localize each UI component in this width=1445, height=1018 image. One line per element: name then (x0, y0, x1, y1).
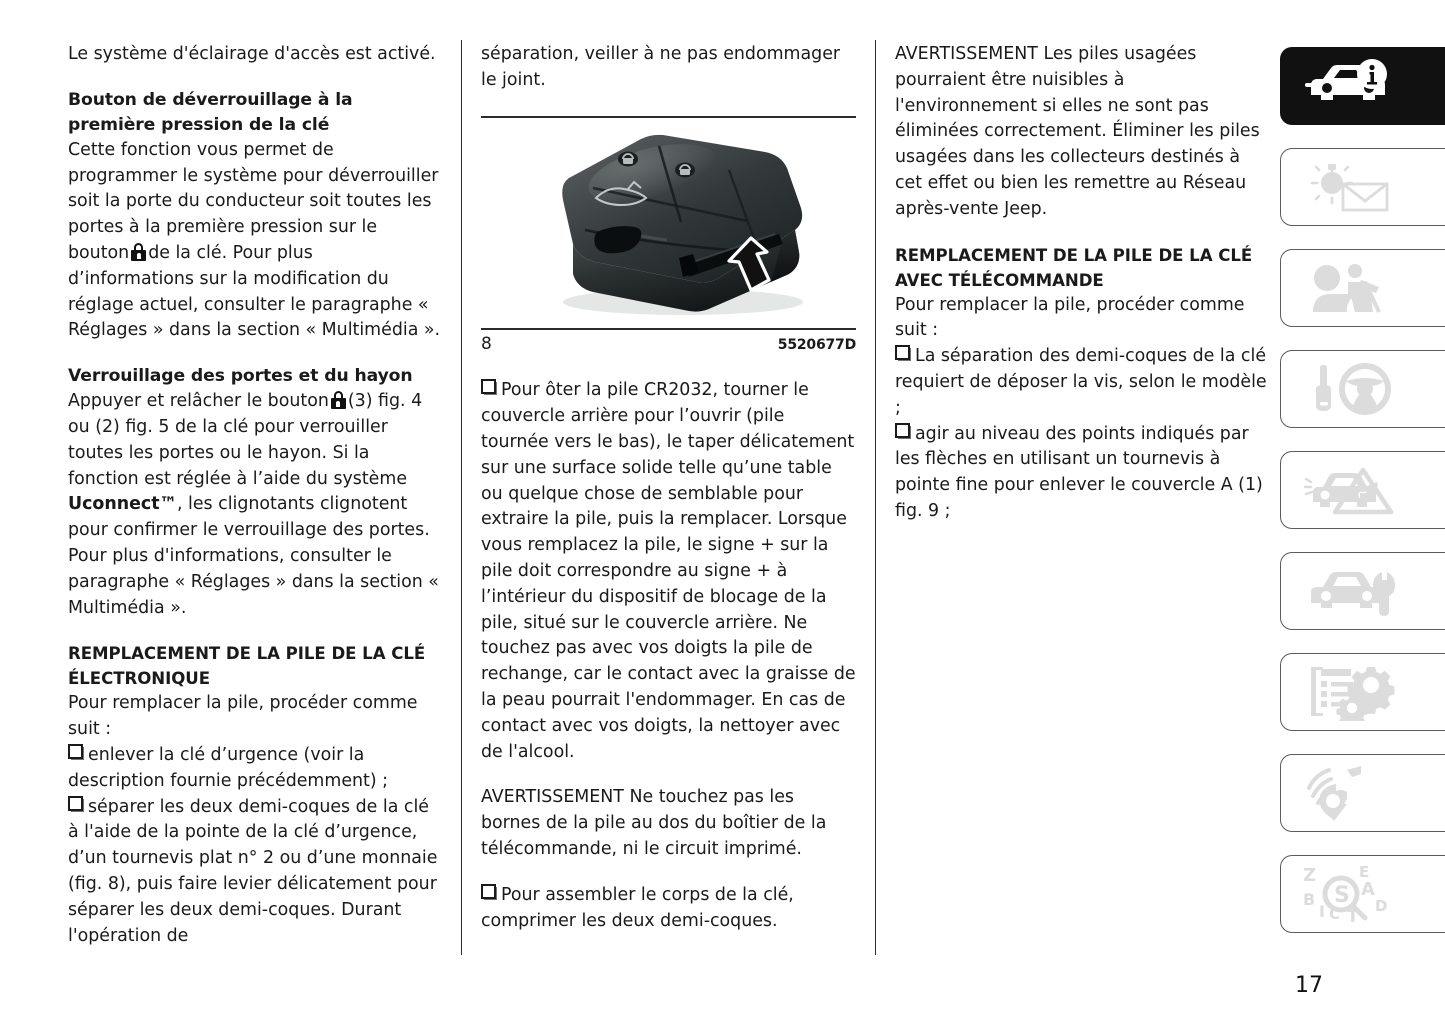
sidebar-tab-dashboard[interactable] (1280, 148, 1445, 226)
figure-code: 5520677D (777, 336, 856, 353)
square-bullet-icon (895, 345, 910, 360)
sidebar-tab-multimedia[interactable] (1280, 754, 1445, 832)
text-column-2 (481, 42, 856, 934)
heading-battery-replacement-electronic-key: REMPLACEMENT DE LA PILE DE LA CLÉ ÉLECTRONIQUE (68, 644, 426, 689)
svg-text:Z: Z (1303, 865, 1317, 886)
list-item (895, 344, 1270, 421)
key-steering-wheel-icon (1303, 361, 1395, 417)
square-bullet-icon (481, 379, 496, 394)
paragraph-replace-intro: Pour remplacer la pile, procéder comme suit : (895, 294, 1245, 341)
list-item-text: enlever la clé d’urgence (voir la description fournie précédemment) ; (68, 744, 389, 791)
paragraph-warning-terminals: AVERTISSEMENT Ne touchez pas les bornes de la pile au dos du boîtier de la télécommande, ni le circuit imprimé. (481, 787, 827, 859)
lock-text-part-b: (3) fig. 4 ou (2) fig. 5 de la clé pour verrouiller toutes les portes ou le hayon. Si la fonction est réglée à l’aide du système (68, 391, 423, 489)
list-item (481, 378, 856, 765)
svg-text:C: C (1329, 905, 1341, 923)
heading-first-press-unlock: Bouton de déverrouillage à la première pression de la clé (68, 89, 353, 135)
paragraph-warning-batteries: AVERTISSEMENT Les piles usagées pourraient être nuisibles à l'environnement si elles ne sont pas éliminées correctement. Éliminer les piles usagées dans les collecteurs destinés à cet effet ou bien les remettre au Réseau après-vente Jeep. (895, 44, 1260, 219)
heading-battery-replacement-remote-key: REMPLACEMENT DE LA PILE DE LA CLÉ AVEC TÉLÉCOMMANDE (895, 245, 1253, 290)
svg-text:D: D (1375, 897, 1388, 915)
sidebar-tab-emergency[interactable] (1280, 451, 1445, 529)
list-item (68, 795, 443, 950)
figure-caption (481, 330, 856, 359)
square-bullet-icon (895, 423, 910, 438)
column-divider (875, 40, 876, 955)
sidebar-tab-technical-specs[interactable] (1280, 653, 1445, 731)
list-item-text: séparer les deux demi-coques de la clé à l'aide de la pointe de la clé d’urgence, d’un tournevis plat n° 2 ou d’une monnaie (fig. 8), puis faire levier délicatement pour séparer les deux demi-coques. Durant l'opération de (68, 796, 438, 946)
uconnect-brand: Uconnect™ (68, 494, 177, 515)
sun-envelope-icon (1303, 159, 1395, 215)
column-divider (461, 40, 462, 955)
alphabet-magnifier-icon (1303, 865, 1413, 923)
list-item-text: Pour ôter la pile CR2032, tourner le couvercle arrière pour l’ouvrir (pile tournée vers le bas), le taper délicatement sur une surface solide telle qu’une table ou quelque chose de semblable pour extraire la pile, puis la remplacer. Lorsque vous remplacez la pile, le signe + sur la pile doit correspondre au signe + à l’intérieur du dispositif de blocage de la pile, situé sur le couvercle arrière. Ne touchez pas avec vos doigts la pile de rechange, car le contact avec la graisse de la peau pourrait l'endommager. En cas de contact avec vos doigts, la nettoyer avec de l'alcool. (481, 380, 856, 762)
document-gears-icon (1303, 663, 1395, 721)
seatbelt-occupant-icon (1303, 260, 1395, 316)
key-fob-photo (481, 118, 856, 328)
figure-8 (481, 116, 856, 359)
sidebar-tab-index[interactable] (1280, 855, 1445, 933)
padlock-icon (331, 391, 346, 409)
sidebar-tab-safety[interactable] (1280, 249, 1445, 327)
svg-text:I: I (1319, 902, 1325, 921)
text-column-3 (895, 42, 1270, 525)
square-bullet-icon (68, 744, 83, 759)
page-number: 17 (1295, 973, 1323, 998)
svg-text:S: S (1334, 883, 1350, 908)
section-tab-strip (1280, 47, 1445, 956)
svg-text:A: A (1361, 879, 1375, 900)
list-item-text: agir au niveau des points indiqués par les flèches en utilisant un tournevis à pointe fine pour enlever le couvercle A (1) fig. 9 ; (895, 423, 1263, 521)
paragraph-replace-intro: Pour remplacer la pile, procéder comme suit : (68, 693, 418, 740)
paragraph-intro: Le système d'éclairage d'accès est activé. (68, 44, 436, 64)
svg-text:B: B (1303, 890, 1316, 909)
sidebar-tab-maintenance[interactable] (1280, 552, 1445, 630)
svg-text:T: T (1347, 907, 1359, 923)
car-warning-triangle-icon (1303, 462, 1395, 518)
paragraph-continuation: séparation, veiller à ne pas endommager le joint. (481, 44, 841, 90)
figure-number: 8 (481, 333, 492, 354)
list-item (481, 883, 856, 935)
sidebar-tab-car-info[interactable] (1280, 47, 1445, 125)
square-bullet-icon (481, 884, 496, 899)
list-item-text: La séparation des demi-coques de la clé requiert de déposer la vis, selon le modèle ; (895, 346, 1267, 418)
key-fob-illustration (533, 126, 833, 321)
heading-door-lock: Verrouillage des portes et du hayon (68, 366, 413, 387)
lock-text-part-c: , les clignotants clignotent pour confirmer le verrouillage des portes. Pour plus d'informations, consulter le paragraphe « Réglages » dans la section « Multimédia ». (68, 494, 439, 618)
list-item (68, 743, 443, 795)
car-info-icon (1303, 59, 1395, 113)
paragraph-first-press-unlock (68, 138, 443, 344)
list-item-text: Pour assembler le corps de la clé, comprimer les deux demi-coques. (481, 884, 794, 931)
square-bullet-icon (68, 796, 83, 811)
list-item (895, 422, 1270, 525)
paragraph-door-lock (68, 389, 443, 621)
music-signal-icon (1303, 764, 1395, 822)
lock-text-part-a: Appuyer et relâcher le bouton (68, 391, 329, 412)
car-wrench-icon (1303, 563, 1395, 619)
unlock-text-part-a: Cette fonction vous permet de programmer le système pour déverrouiller soit la porte du conducteur soit toutes les portes à la première pression sur le bouton (68, 139, 439, 263)
sidebar-tab-starting-driving[interactable] (1280, 350, 1445, 428)
text-column-1 (68, 42, 443, 949)
svg-text:E: E (1359, 865, 1370, 881)
padlock-icon (131, 243, 146, 261)
unlock-text-part-b: de la clé. Pour plus d’informations sur la modification du réglage actuel, consulter le paragraphe « Réglages » dans la section « Multimédia ». (68, 242, 441, 341)
